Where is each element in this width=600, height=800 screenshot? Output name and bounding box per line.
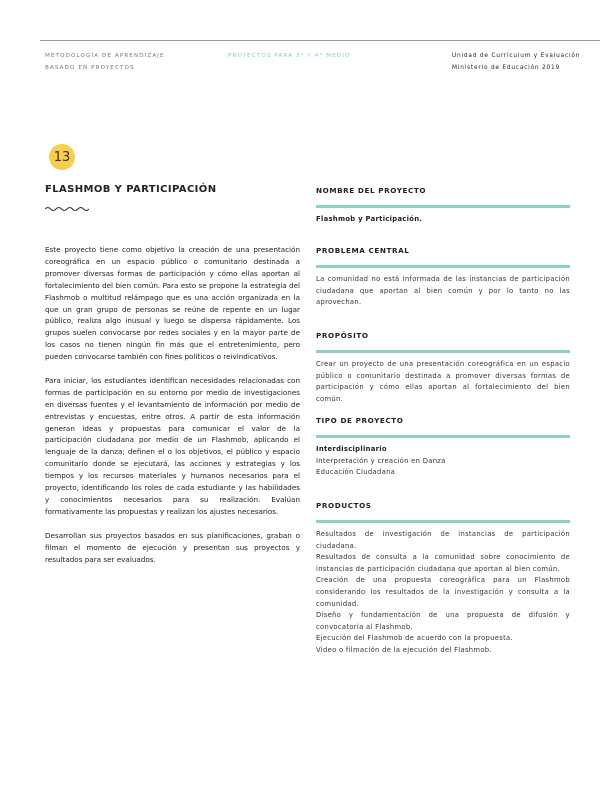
product-item: Diseño y fundamentación de una propuesta de difusión y convocatoria al Flashmob.: [316, 611, 570, 631]
product-item: Video o filmación de la ejecución del Flashmob.: [316, 645, 492, 654]
section-heading: TIPO DE PROYECTO: [316, 416, 404, 425]
project-description: [45, 244, 300, 577]
section-central-problem: [316, 246, 570, 309]
section-project-type: [316, 416, 570, 479]
section-rule: [316, 265, 570, 268]
product-item: Creación de una propuesta coreográfica para un Flashmob considerando los resultados de la investigación y consulta a la comunidad.: [316, 576, 570, 608]
description-paragraph: Este proyecto tiene como objetivo la creación de una presentación coreográfica en un espacio público o comunitario destinada a promover diversas formas de participación y cómo ellas aportan al fortalecimiento del bien común. Para esto se propone la estrategia del Flashmob o multitud relámpago que es una acción organizada en la que un gran grupo de personas se reúne de repente en un lugar público, realiza algo inusual y luego se dispersa rápidamente. Los grupos suelen convocarse por redes sociales y en la mayor parte de los casos no tienen ningún fin más que el entretenimiento, pero pueden convocarse también con fines políticos o reivindicativos.: [45, 245, 300, 362]
section-line: Crear un proyecto de una presentación coreográfica en un espacio público o comunitario destinada a promover diversas formas de participación y cómo ellas aportan al fortalecimiento del bien común.: [316, 360, 570, 403]
section-purpose: [316, 331, 570, 405]
description-paragraph: Para iniciar, los estudiantes identifican necesidades relacionadas con formas de participación en su entorno por medio de investigaciones en diversas fuentes y el levantamiento de información por medio de entrevistas y encuestas, entre otros. A partir de esta información generan ideas y propuestas para comunicar el valor de la participación ciudadana por medio de un Flashmob, aplicando el lenguaje de la danza; definen el o los objetivos, el público y espacio comunitario donde se ejecutará, las acciones y estrategias y los tiempos y los recursos materiales y humanos necesarios para el proyecto, identificando los roles de cada estudiante y las habilidades y conocimientos necesarios para su realización. Evalúan formativamente las propuestas y realizan los ajustes necesarios.: [45, 375, 300, 516]
section-line: La comunidad no está informada de las instancias de participación ciudadana que aportan al bien común y por lo tanto no las aprovechan.: [316, 275, 570, 307]
project-number-badge: 13: [49, 144, 75, 170]
section-project-name: [316, 186, 570, 226]
header-projects-grade: PROYECTOS PARA 3° Y 4° MEDIO: [228, 53, 351, 59]
section-rule: [316, 435, 570, 438]
section-products: [316, 501, 570, 657]
section-line: Educación Ciudadana: [316, 468, 396, 477]
section-line: Flashmob y Participación.: [316, 215, 423, 223]
header-methodology: [45, 50, 165, 74]
header-left-line1: METODOLOGÍA DE APRENDIZAJE: [45, 53, 165, 59]
product-item: Ejecución del Flashmob de acuerdo con la propuesta.: [316, 634, 513, 643]
description-paragraph: Desarrollan sus proyectos basados en sus planificaciones, graban o filman el momento de ejecución y presentan sus proyectos y resultados para ser evaluados.: [45, 530, 300, 564]
section-heading: PROBLEMA CENTRAL: [316, 246, 410, 255]
section-heading: PRODUCTOS: [316, 501, 372, 510]
section-heading: PROPÓSITO: [316, 331, 369, 340]
section-line: Interdisciplinario: [316, 445, 387, 453]
wave-decoration-icon: [45, 204, 89, 214]
section-rule: [316, 205, 570, 208]
section-heading: NOMBRE DEL PROYECTO: [316, 186, 427, 195]
header-right-line1: Unidad de Currículum y Evaluación: [452, 53, 581, 59]
header-right-line2: Ministerio de Educación 2019: [452, 65, 560, 71]
section-rule: [316, 520, 570, 523]
product-item: Resultados de investigación de instancias de participación ciudadana.: [316, 530, 570, 550]
section-line: Interpretación y creación en Danza: [316, 456, 446, 465]
header-left-line2: BASADO EN PROYECTOS: [45, 65, 135, 71]
section-rule: [316, 350, 570, 353]
header-ministry: [452, 50, 580, 74]
project-title: FLASHMOB Y PARTICIPACIÓN: [45, 184, 217, 195]
header-divider: [40, 40, 600, 41]
product-item: Resultados de consulta a la comunidad sobre conocimiento de instancias de participación ciudadana que aportan al bien común.: [316, 553, 570, 573]
